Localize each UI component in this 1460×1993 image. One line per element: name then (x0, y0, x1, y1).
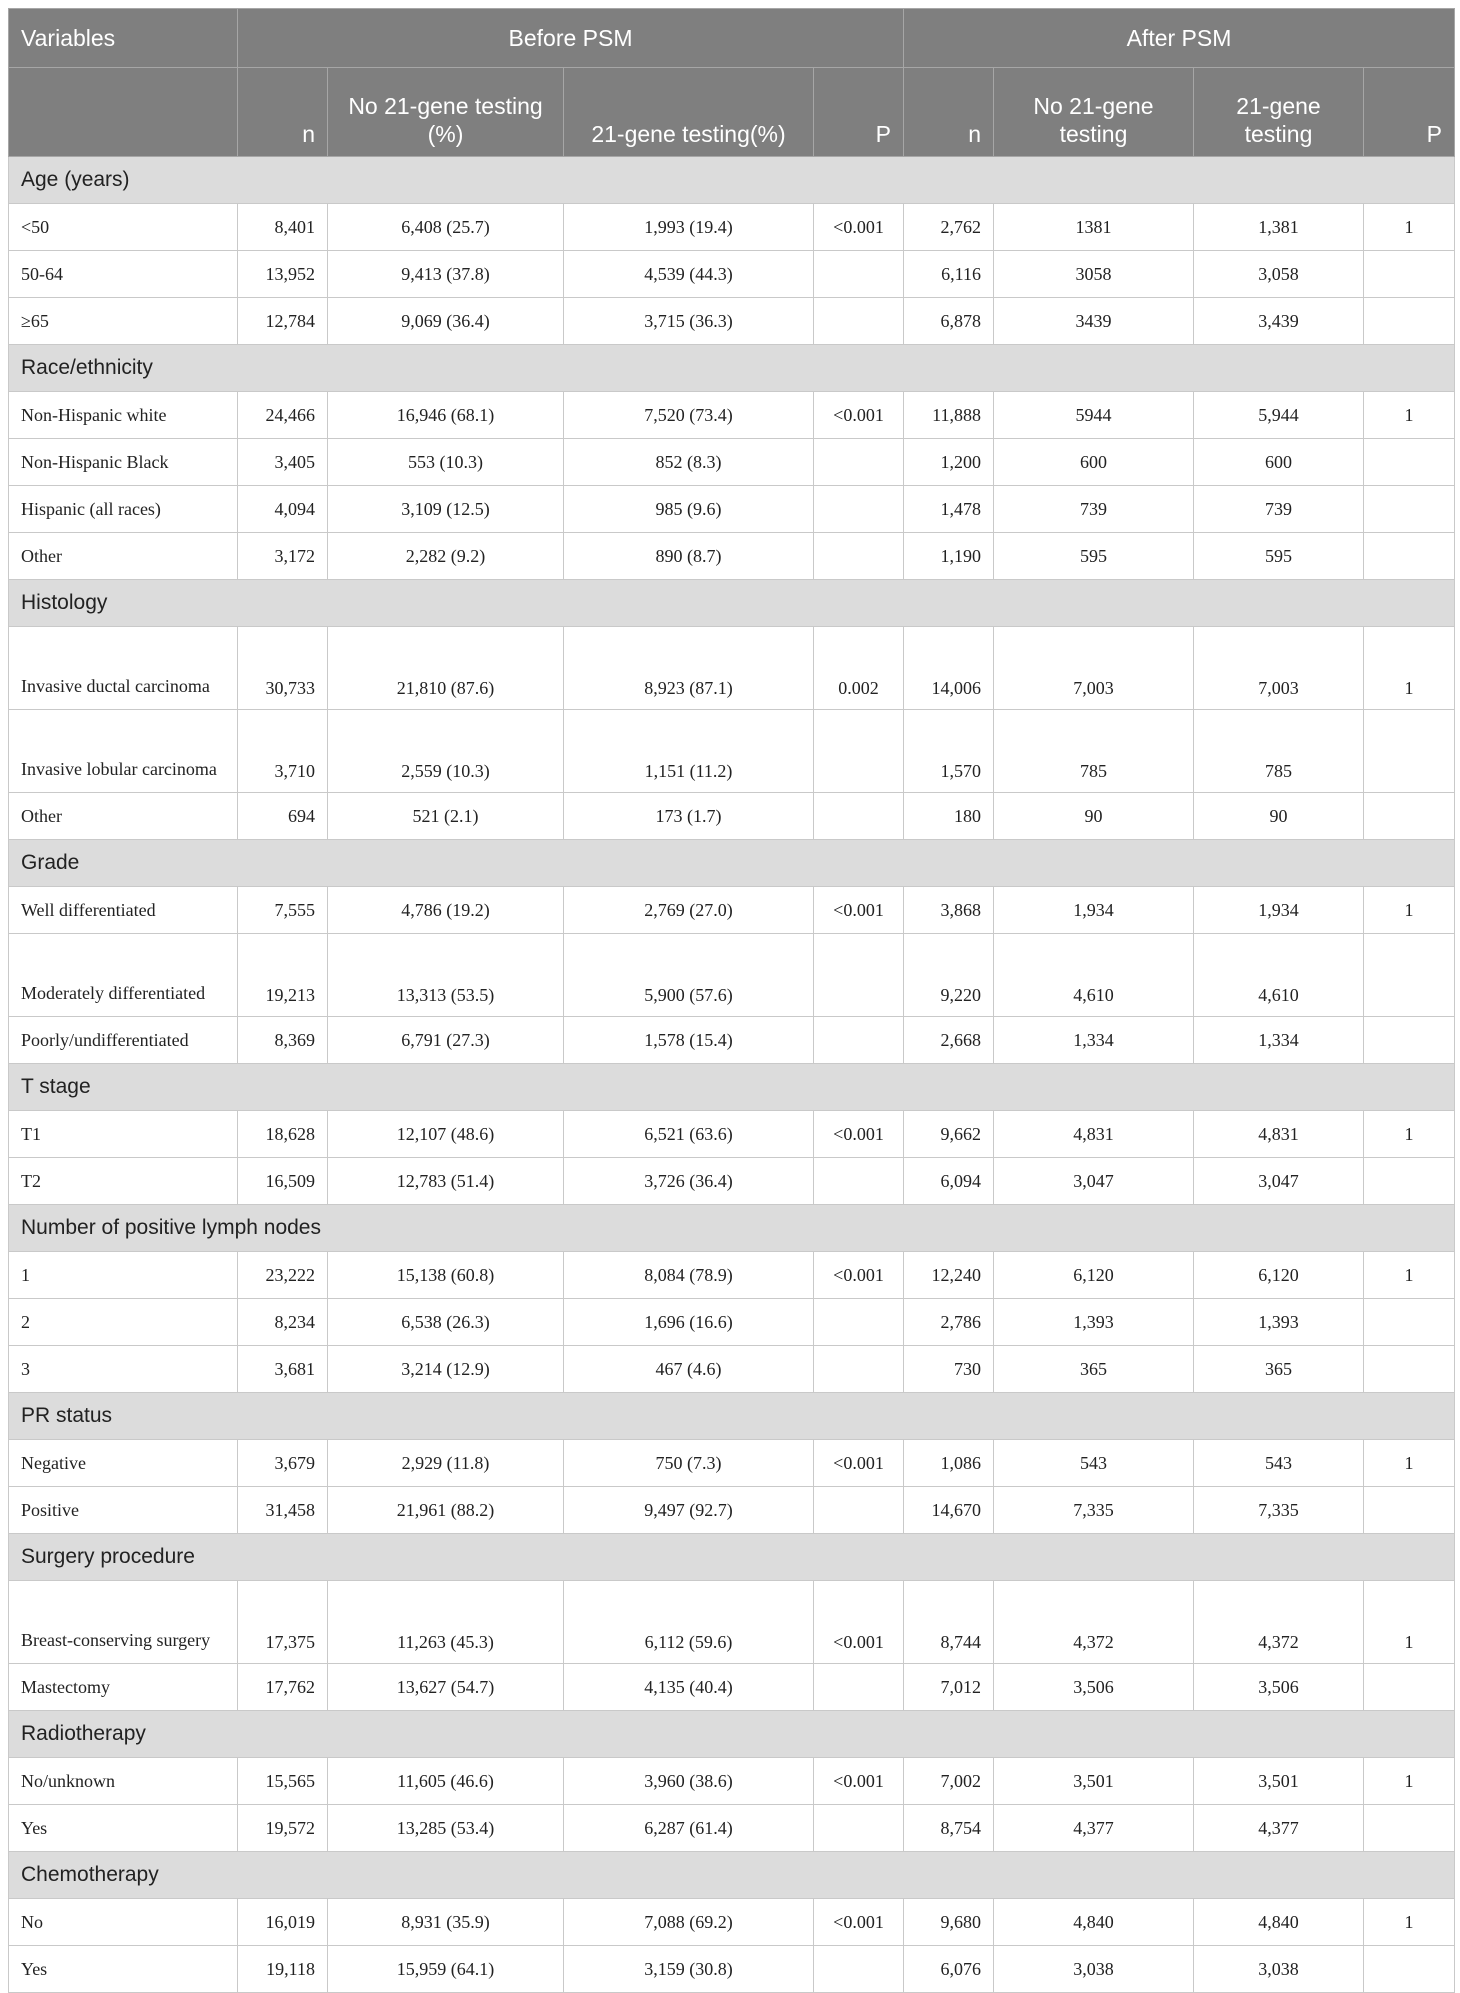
before-n: 30,733 (238, 627, 328, 710)
before-p (814, 1346, 904, 1393)
table-row (9, 439, 1455, 486)
before-testing: 1,696 (16.6) (564, 1299, 814, 1346)
after-no-testing: 1381 (994, 204, 1194, 251)
before-p: <0.001 (814, 1252, 904, 1299)
section-header-row (9, 1205, 1455, 1252)
section-header-row (9, 1064, 1455, 1111)
table-row (9, 710, 1455, 793)
after-testing: 3,058 (1194, 251, 1364, 298)
row-variable: Yes (9, 1946, 238, 1993)
after-n: 7,002 (904, 1758, 994, 1805)
after-testing: 4,377 (1194, 1805, 1364, 1852)
before-n: 8,401 (238, 204, 328, 251)
after-no-testing: 7,335 (994, 1487, 1194, 1534)
before-p (814, 934, 904, 1017)
after-p (1364, 710, 1455, 793)
after-p (1364, 1017, 1455, 1064)
row-variable: No/unknown (9, 1758, 238, 1805)
before-testing: 985 (9.6) (564, 486, 814, 533)
row-variable: T2 (9, 1158, 238, 1205)
table-row (9, 1664, 1455, 1711)
after-no-testing: 6,120 (994, 1252, 1194, 1299)
after-no-testing: 3058 (994, 251, 1194, 298)
after-p (1364, 1805, 1455, 1852)
after-testing: 785 (1194, 710, 1364, 793)
row-variable: Invasive lobular carcinoma (9, 710, 238, 793)
before-no-testing: 2,559 (10.3) (328, 710, 564, 793)
after-p: 1 (1364, 204, 1455, 251)
before-n: 17,762 (238, 1664, 328, 1711)
after-no-testing: 600 (994, 439, 1194, 486)
before-testing: 8,084 (78.9) (564, 1252, 814, 1299)
after-testing: 5,944 (1194, 392, 1364, 439)
table-row (9, 1487, 1455, 1534)
table-row (9, 204, 1455, 251)
before-no-testing: 21,810 (87.6) (328, 627, 564, 710)
before-no-testing: 13,627 (54.7) (328, 1664, 564, 1711)
after-n: 12,240 (904, 1252, 994, 1299)
header-before-p: P (814, 68, 904, 157)
after-testing: 600 (1194, 439, 1364, 486)
table-row (9, 627, 1455, 710)
before-testing: 890 (8.7) (564, 533, 814, 580)
before-n: 7,555 (238, 887, 328, 934)
row-variable: ≥65 (9, 298, 238, 345)
section-title: PR status (9, 1393, 1455, 1440)
table-row (9, 1440, 1455, 1487)
row-variable: Other (9, 533, 238, 580)
row-variable: Breast-conserving surgery (9, 1581, 238, 1664)
after-p: 1 (1364, 1581, 1455, 1664)
after-testing: 7,003 (1194, 627, 1364, 710)
before-p: <0.001 (814, 1440, 904, 1487)
after-p (1364, 486, 1455, 533)
row-variable: No (9, 1899, 238, 1946)
table-row (9, 887, 1455, 934)
after-no-testing: 1,393 (994, 1299, 1194, 1346)
before-no-testing: 16,946 (68.1) (328, 392, 564, 439)
after-testing: 4,840 (1194, 1899, 1364, 1946)
after-n: 180 (904, 793, 994, 840)
before-testing: 7,088 (69.2) (564, 1899, 814, 1946)
after-n: 2,762 (904, 204, 994, 251)
after-p (1364, 934, 1455, 1017)
after-p (1364, 1299, 1455, 1346)
before-testing: 6,112 (59.6) (564, 1581, 814, 1664)
before-testing: 3,960 (38.6) (564, 1758, 814, 1805)
after-n: 6,878 (904, 298, 994, 345)
after-n: 6,116 (904, 251, 994, 298)
before-p (814, 439, 904, 486)
table-row (9, 392, 1455, 439)
after-testing: 7,335 (1194, 1487, 1364, 1534)
after-n: 9,662 (904, 1111, 994, 1158)
table-row (9, 1111, 1455, 1158)
row-variable: Moderately differentiated (9, 934, 238, 1017)
after-no-testing: 3439 (994, 298, 1194, 345)
after-no-testing: 5944 (994, 392, 1194, 439)
row-variable: Non-Hispanic white (9, 392, 238, 439)
after-no-testing: 739 (994, 486, 1194, 533)
after-no-testing: 365 (994, 1346, 1194, 1393)
after-n: 1,200 (904, 439, 994, 486)
after-no-testing: 4,610 (994, 934, 1194, 1017)
before-testing: 3,726 (36.4) (564, 1158, 814, 1205)
table-row (9, 533, 1455, 580)
section-header-row (9, 157, 1455, 204)
after-no-testing: 595 (994, 533, 1194, 580)
before-testing: 1,578 (15.4) (564, 1017, 814, 1064)
after-n: 14,006 (904, 627, 994, 710)
after-p: 1 (1364, 1758, 1455, 1805)
after-no-testing: 543 (994, 1440, 1194, 1487)
row-variable: Non-Hispanic Black (9, 439, 238, 486)
header-after-p: P (1364, 68, 1455, 157)
after-no-testing: 1,334 (994, 1017, 1194, 1064)
after-p: 1 (1364, 1252, 1455, 1299)
section-title: Age (years) (9, 157, 1455, 204)
section-title: Radiotherapy (9, 1711, 1455, 1758)
after-p (1364, 251, 1455, 298)
table-row (9, 1252, 1455, 1299)
after-n: 9,680 (904, 1899, 994, 1946)
header-after-psm: After PSM (904, 9, 1455, 68)
before-p: 0.002 (814, 627, 904, 710)
before-n: 16,509 (238, 1158, 328, 1205)
section-header-row (9, 580, 1455, 627)
after-no-testing: 3,506 (994, 1664, 1194, 1711)
section-title: Histology (9, 580, 1455, 627)
before-n: 12,784 (238, 298, 328, 345)
before-no-testing: 8,931 (35.9) (328, 1899, 564, 1946)
after-n: 2,786 (904, 1299, 994, 1346)
before-no-testing: 6,408 (25.7) (328, 204, 564, 251)
before-testing: 467 (4.6) (564, 1346, 814, 1393)
row-variable: Invasive ductal carcinoma (9, 627, 238, 710)
before-n: 15,565 (238, 1758, 328, 1805)
after-testing: 365 (1194, 1346, 1364, 1393)
before-p: <0.001 (814, 1581, 904, 1664)
before-no-testing: 15,138 (60.8) (328, 1252, 564, 1299)
table-row (9, 1158, 1455, 1205)
before-no-testing: 521 (2.1) (328, 793, 564, 840)
table-row (9, 298, 1455, 345)
before-n: 8,234 (238, 1299, 328, 1346)
before-p (814, 298, 904, 345)
before-p (814, 710, 904, 793)
header-after-no-testing: No 21-gene testing (994, 68, 1194, 157)
row-variable: 3 (9, 1346, 238, 1393)
after-testing: 6,120 (1194, 1252, 1364, 1299)
after-p: 1 (1364, 1899, 1455, 1946)
before-no-testing: 13,285 (53.4) (328, 1805, 564, 1852)
after-p: 1 (1364, 1111, 1455, 1158)
section-header-row (9, 840, 1455, 887)
before-no-testing: 4,786 (19.2) (328, 887, 564, 934)
section-header-row (9, 1711, 1455, 1758)
after-no-testing: 4,831 (994, 1111, 1194, 1158)
before-testing: 4,539 (44.3) (564, 251, 814, 298)
before-n: 3,679 (238, 1440, 328, 1487)
before-no-testing: 9,069 (36.4) (328, 298, 564, 345)
row-variable: 1 (9, 1252, 238, 1299)
row-variable: <50 (9, 204, 238, 251)
before-testing: 852 (8.3) (564, 439, 814, 486)
after-p (1364, 298, 1455, 345)
table-row (9, 251, 1455, 298)
after-n: 8,754 (904, 1805, 994, 1852)
table-row (9, 1346, 1455, 1393)
section-title: Grade (9, 840, 1455, 887)
row-variable: 50-64 (9, 251, 238, 298)
before-n: 3,172 (238, 533, 328, 580)
before-no-testing: 15,959 (64.1) (328, 1946, 564, 1993)
after-n: 1,086 (904, 1440, 994, 1487)
after-testing: 595 (1194, 533, 1364, 580)
table-row (9, 934, 1455, 1017)
before-no-testing: 12,107 (48.6) (328, 1111, 564, 1158)
before-n: 3,710 (238, 710, 328, 793)
before-p (814, 1487, 904, 1534)
before-n: 18,628 (238, 1111, 328, 1158)
row-variable: Mastectomy (9, 1664, 238, 1711)
row-variable: Other (9, 793, 238, 840)
after-no-testing: 7,003 (994, 627, 1194, 710)
before-no-testing: 21,961 (88.2) (328, 1487, 564, 1534)
table-row (9, 1017, 1455, 1064)
before-testing: 2,769 (27.0) (564, 887, 814, 934)
before-testing: 750 (7.3) (564, 1440, 814, 1487)
after-p (1364, 1487, 1455, 1534)
header-variables: Variables (9, 9, 238, 68)
after-n: 14,670 (904, 1487, 994, 1534)
after-testing: 1,334 (1194, 1017, 1364, 1064)
table-row (9, 1758, 1455, 1805)
before-p (814, 533, 904, 580)
row-variable: Hispanic (all races) (9, 486, 238, 533)
before-p (814, 793, 904, 840)
row-variable: Well differentiated (9, 887, 238, 934)
row-variable: Yes (9, 1805, 238, 1852)
section-title: Race/ethnicity (9, 345, 1455, 392)
before-p: <0.001 (814, 392, 904, 439)
before-no-testing: 6,791 (27.3) (328, 1017, 564, 1064)
before-testing: 6,521 (63.6) (564, 1111, 814, 1158)
table-row (9, 486, 1455, 533)
section-title: Surgery procedure (9, 1534, 1455, 1581)
before-n: 8,369 (238, 1017, 328, 1064)
before-n: 694 (238, 793, 328, 840)
section-header-row (9, 1393, 1455, 1440)
before-p: <0.001 (814, 887, 904, 934)
after-testing: 90 (1194, 793, 1364, 840)
before-n: 31,458 (238, 1487, 328, 1534)
table-container (8, 8, 1454, 1993)
before-no-testing: 12,783 (51.4) (328, 1158, 564, 1205)
after-testing: 3,501 (1194, 1758, 1364, 1805)
header-after-n: n (904, 68, 994, 157)
after-n: 730 (904, 1346, 994, 1393)
section-title: Number of positive lymph nodes (9, 1205, 1455, 1252)
after-no-testing: 3,038 (994, 1946, 1194, 1993)
after-p (1364, 1664, 1455, 1711)
after-n: 1,190 (904, 533, 994, 580)
after-n: 6,094 (904, 1158, 994, 1205)
after-p (1364, 439, 1455, 486)
after-testing: 4,610 (1194, 934, 1364, 1017)
after-p (1364, 1346, 1455, 1393)
section-title: Chemotherapy (9, 1852, 1455, 1899)
before-p (814, 251, 904, 298)
before-p (814, 486, 904, 533)
before-n: 3,405 (238, 439, 328, 486)
before-no-testing: 9,413 (37.8) (328, 251, 564, 298)
table-row (9, 1581, 1455, 1664)
after-n: 9,220 (904, 934, 994, 1017)
before-testing: 3,159 (30.8) (564, 1946, 814, 1993)
after-no-testing: 4,377 (994, 1805, 1194, 1852)
before-testing: 6,287 (61.4) (564, 1805, 814, 1852)
before-p (814, 1805, 904, 1852)
header-before-testing: 21-gene testing(%) (564, 68, 814, 157)
after-testing: 3,038 (1194, 1946, 1364, 1993)
before-no-testing: 11,263 (45.3) (328, 1581, 564, 1664)
row-variable: 2 (9, 1299, 238, 1346)
after-p: 1 (1364, 627, 1455, 710)
after-testing: 543 (1194, 1440, 1364, 1487)
table-row (9, 793, 1455, 840)
header-before-n: n (238, 68, 328, 157)
before-testing: 7,520 (73.4) (564, 392, 814, 439)
after-p: 1 (1364, 392, 1455, 439)
before-n: 23,222 (238, 1252, 328, 1299)
row-variable: Poorly/undifferentiated (9, 1017, 238, 1064)
after-n: 11,888 (904, 392, 994, 439)
after-no-testing: 4,840 (994, 1899, 1194, 1946)
after-n: 1,478 (904, 486, 994, 533)
after-no-testing: 3,047 (994, 1158, 1194, 1205)
after-testing: 3,047 (1194, 1158, 1364, 1205)
after-testing: 1,393 (1194, 1299, 1364, 1346)
before-n: 19,118 (238, 1946, 328, 1993)
header-after-testing: 21-gene testing (1194, 68, 1364, 157)
before-no-testing: 11,605 (46.6) (328, 1758, 564, 1805)
section-header-row (9, 1852, 1455, 1899)
section-title: T stage (9, 1064, 1455, 1111)
before-p: <0.001 (814, 1111, 904, 1158)
before-n: 4,094 (238, 486, 328, 533)
row-variable: Positive (9, 1487, 238, 1534)
header-before-no-testing: No 21-gene testing (%) (328, 68, 564, 157)
before-n: 3,681 (238, 1346, 328, 1393)
before-no-testing: 3,214 (12.9) (328, 1346, 564, 1393)
after-p: 1 (1364, 1440, 1455, 1487)
after-p (1364, 1158, 1455, 1205)
after-testing: 1,381 (1194, 204, 1364, 251)
before-n: 19,572 (238, 1805, 328, 1852)
table-body (9, 157, 1455, 1993)
before-p (814, 1664, 904, 1711)
table-row (9, 1299, 1455, 1346)
before-p (814, 1946, 904, 1993)
before-testing: 5,900 (57.6) (564, 934, 814, 1017)
before-p: <0.001 (814, 1899, 904, 1946)
before-n: 13,952 (238, 251, 328, 298)
before-testing: 3,715 (36.3) (564, 298, 814, 345)
before-n: 16,019 (238, 1899, 328, 1946)
section-header-row (9, 1534, 1455, 1581)
after-testing: 1,934 (1194, 887, 1364, 934)
after-no-testing: 1,934 (994, 887, 1194, 934)
before-no-testing: 3,109 (12.5) (328, 486, 564, 533)
psm-comparison-table (8, 8, 1455, 1993)
section-header-row (9, 345, 1455, 392)
row-variable: Negative (9, 1440, 238, 1487)
before-no-testing: 553 (10.3) (328, 439, 564, 486)
before-testing: 1,993 (19.4) (564, 204, 814, 251)
before-testing: 1,151 (11.2) (564, 710, 814, 793)
after-n: 1,570 (904, 710, 994, 793)
after-p: 1 (1364, 887, 1455, 934)
row-variable: T1 (9, 1111, 238, 1158)
after-no-testing: 785 (994, 710, 1194, 793)
after-testing: 3,506 (1194, 1664, 1364, 1711)
table-row (9, 1899, 1455, 1946)
before-n: 19,213 (238, 934, 328, 1017)
before-testing: 173 (1.7) (564, 793, 814, 840)
after-n: 7,012 (904, 1664, 994, 1711)
after-testing: 4,372 (1194, 1581, 1364, 1664)
after-n: 2,668 (904, 1017, 994, 1064)
after-p (1364, 533, 1455, 580)
before-no-testing: 2,929 (11.8) (328, 1440, 564, 1487)
after-no-testing: 90 (994, 793, 1194, 840)
header-before-psm: Before PSM (238, 9, 904, 68)
before-testing: 9,497 (92.7) (564, 1487, 814, 1534)
before-p (814, 1017, 904, 1064)
before-n: 17,375 (238, 1581, 328, 1664)
after-p (1364, 793, 1455, 840)
header-blank (9, 68, 238, 157)
before-no-testing: 13,313 (53.5) (328, 934, 564, 1017)
table-row (9, 1805, 1455, 1852)
after-p (1364, 1946, 1455, 1993)
after-n: 6,076 (904, 1946, 994, 1993)
before-no-testing: 2,282 (9.2) (328, 533, 564, 580)
before-p: <0.001 (814, 204, 904, 251)
before-p: <0.001 (814, 1758, 904, 1805)
before-testing: 8,923 (87.1) (564, 627, 814, 710)
before-n: 24,466 (238, 392, 328, 439)
after-no-testing: 3,501 (994, 1758, 1194, 1805)
before-p (814, 1158, 904, 1205)
table-header (9, 9, 1455, 157)
after-n: 8,744 (904, 1581, 994, 1664)
before-no-testing: 6,538 (26.3) (328, 1299, 564, 1346)
after-testing: 739 (1194, 486, 1364, 533)
table-row (9, 1946, 1455, 1993)
before-testing: 4,135 (40.4) (564, 1664, 814, 1711)
after-no-testing: 4,372 (994, 1581, 1194, 1664)
after-testing: 3,439 (1194, 298, 1364, 345)
after-testing: 4,831 (1194, 1111, 1364, 1158)
after-n: 3,868 (904, 887, 994, 934)
before-p (814, 1299, 904, 1346)
